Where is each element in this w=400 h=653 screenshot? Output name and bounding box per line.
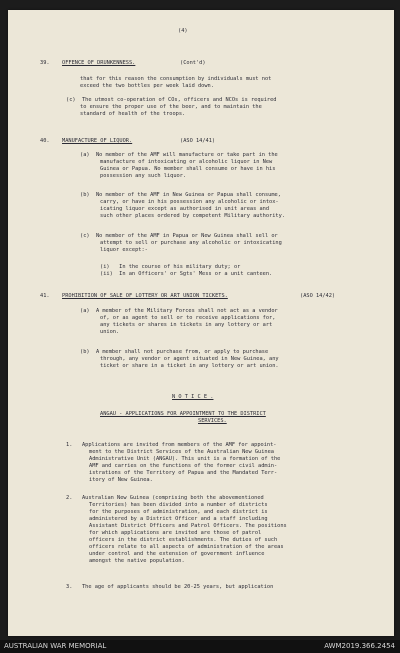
- document-text-line: (b) No member of the AMF in New Guinea or Papua shall consume,: [80, 192, 281, 198]
- document-text-line: AMF and carries on the functions of the former civil admin-: [89, 463, 278, 469]
- document-text-line: OFFENCE OF DRUNKENNESS.: [62, 60, 136, 66]
- document-text-line: officers in the district establishments. The duties of such: [89, 537, 278, 543]
- document-text-line: 1. Applications are invited from members of the AMF for appoint-: [66, 442, 277, 448]
- document-text-line: any tickets or shares in tickets in any lottery or art: [100, 322, 273, 328]
- document-text-line: Territories) has been divided into a number of districts: [89, 502, 268, 508]
- footer-institution: AUSTRALIAN WAR MEMORIAL: [4, 642, 107, 650]
- document-text-line: that for this reason the consumption by individuals must not: [80, 76, 272, 82]
- document-text-line: (4): [178, 28, 188, 34]
- document-text-line: istrations of the Territory of Papua and the Mandated Terr-: [89, 470, 278, 476]
- document-text-line: 2. Australian New Guinea (comprising both the abovementioned: [66, 495, 264, 501]
- document-text-line: possession any such liquor.: [100, 173, 187, 179]
- document-text-line: carry, or have in his possession any alcoholic or intox-: [100, 199, 279, 205]
- document-text-line: (a) A member of the Military Forces shall not act as a vendor: [80, 308, 278, 314]
- document-text-line: such other places ordered by competent Military authority.: [100, 213, 285, 219]
- document-text-line: through, any vendor or agent situated in New Guinea, any: [100, 356, 279, 362]
- document-text-line: (c) The utmost co-operation of COs, officers and NCOs is required: [66, 97, 277, 103]
- document-text-line: (a) No member of the AMF will manufacture or take part in the: [80, 152, 278, 158]
- document-text-line: MANUFACTURE OF LIQUOR.: [62, 138, 133, 144]
- footer-bar: [0, 640, 400, 653]
- document-text-line: 41.: [40, 293, 50, 299]
- document-text-line: icating liquor except as authorised in unit areas and: [100, 206, 270, 212]
- document-text-line: administered by a District Officer and a staff including: [89, 516, 268, 522]
- document-text-line: ticket or share in a ticket in any lottery or art union.: [100, 363, 279, 369]
- document-text-line: (Cont'd): [180, 60, 206, 66]
- document-text-line: attempt to sell or purchase any alcoholic or intoxicating: [100, 240, 282, 246]
- document-page: [8, 10, 394, 636]
- document-text-line: PROHIBITION OF SALE OF LOTTERY OR ART UNION TICKETS.: [62, 293, 228, 299]
- document-text-line: 40.: [40, 138, 50, 144]
- document-text-line: 39.: [40, 60, 50, 66]
- document-text-line: (ii) In an Officers' or Sgts' Mess or a unit canteen.: [100, 271, 273, 277]
- document-text-line: SERVICES.: [198, 418, 227, 424]
- document-text-line: for the purposes of administration, and each district is: [89, 509, 268, 515]
- footer-accession-number: AWM2019.366.2454: [324, 642, 395, 650]
- document-text-line: itory of New Guinea.: [89, 477, 153, 483]
- document-text-line: (i) In the course of his military duty; or: [100, 264, 241, 270]
- document-text-line: 3. The age of applicants should be 20-25 years, but application: [66, 584, 274, 590]
- document-text-line: ANGAU - APPLICATIONS FOR APPOINTMENT TO THE DISTRICT: [100, 411, 266, 417]
- document-text-line: exceed the two bottles per week laid down.: [80, 83, 214, 89]
- document-text-line: N O T I C E .: [172, 394, 214, 400]
- document-text-line: to ensure the proper use of the beer, and to maintain the: [80, 104, 262, 110]
- document-text-line: union.: [100, 329, 120, 335]
- document-text-line: (b) A member shall not purchase from, or apply to purchase: [80, 349, 269, 355]
- document-text-line: (c) No member of the AMF in Papua or New Guinea shall sell or: [80, 233, 278, 239]
- document-text-line: Administrative Unit (ANGAU). This unit is a formation of the: [89, 456, 281, 462]
- document-text-line: Guinea or Papua. No member shall consume or have in his: [100, 166, 276, 172]
- document-text-line: manufacture of intoxicating or alcoholic liquor in New: [100, 159, 273, 165]
- document-text-line: ment to the District Services of the Australian New Guinea: [89, 449, 274, 455]
- document-text-line: (ASO 14/42): [300, 293, 336, 299]
- document-text-line: liquor except:-: [100, 247, 148, 253]
- document-text-line: (ASO 14/41): [180, 138, 216, 144]
- document-text-line: Assistant District Officers and Patrol Officers. The positions: [89, 523, 287, 529]
- document-text-line: standard of health of the troops.: [80, 111, 186, 117]
- document-text-line: under control and the extension of government influence: [89, 551, 265, 557]
- document-text-line: of, or as agent to sell or to receive applications for,: [100, 315, 276, 321]
- document-text-line: for which applications are invited are those of patrol: [89, 530, 262, 536]
- document-text-line: amongst the native population.: [89, 558, 185, 564]
- document-text-line: officers relate to all aspects of administration of the areas: [89, 544, 284, 550]
